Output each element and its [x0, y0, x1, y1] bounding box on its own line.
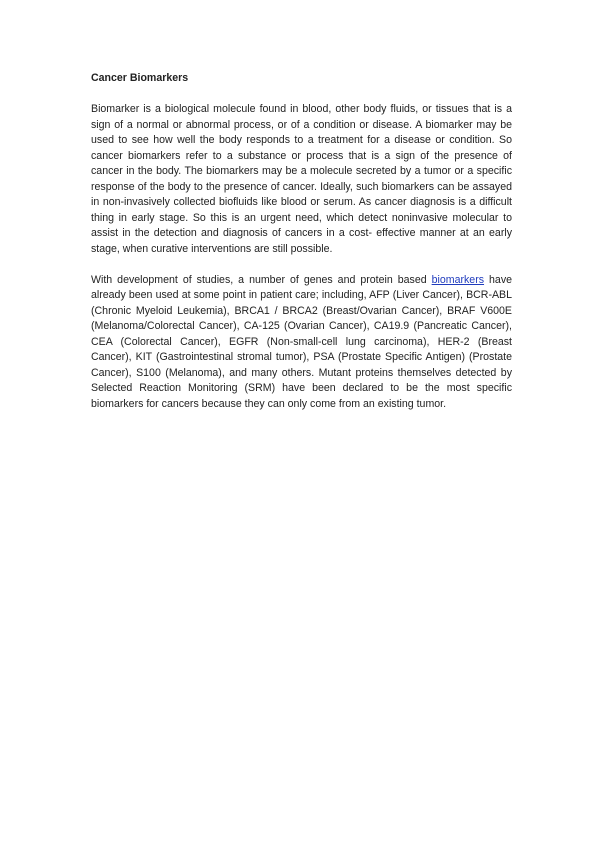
page-title: Cancer Biomarkers: [91, 72, 189, 84]
paragraph-definition: [91, 102, 512, 257]
paragraph-biomarker-list-text-end: have already been used at some point in patient care; including, AFP (Liver Cancer), BCR-ABL (Chronic Myeloid Leukemia), BRCA1 / BRCA2 (Breast/Ovarian Cancer), BRAF V600E (Melanoma/Colorectal Cancer), CA-125 (Ovarian Cancer), CA19.9 (Pancreatic Cancer), CEA (Colorectal Cancer), EGFR (Non-small-cell lung carcinoma), HER-2 (Breast Cancer), KIT (Gastrointestinal stromal tumor), PSA (Prostate Specific Antigen) (Prostate Cancer), S100 (Melanoma), and many others. Mutant proteins themselves detected by Selected Reaction Monitoring (SRM) have been declared to be the most specific biomarkers for cancers because they can only come from an existing tumor.: [91, 273, 513, 410]
paragraph-definition-text: Biomarker is a biological molecule found in blood, other body fluids, or tissues that is a sign of a normal or abnormal process, or of a condition or disease. A biomarker may be used to see how well the body responds to a treatment for a disease or condition. So cancer biomarkers refer to a substance or process that is a sign of the presence of cancer in the body. The biomarkers may be a molecule secreted by a tumor or a specific response of the body to the presence of cancer. Ideally, such biomarkers can be assayed in non-invasively collected biofluids like blood or serum. As cancer diagnosis is a difficult thing in early stage. So this is an urgent need, which detect noninvasive molecular to assist in the detection and diagnosis of cancers in a cost‐ effective manner at an early stage, when curative interventions are still possible.: [91, 103, 512, 255]
paragraph-biomarker-list-text-start: With development of studies, a number of genes and protein based: [91, 273, 432, 286]
biomarkers-link[interactable]: biomarkers: [431, 273, 485, 286]
paragraph-biomarker-list: [91, 273, 512, 413]
document-body: [91, 71, 512, 428]
